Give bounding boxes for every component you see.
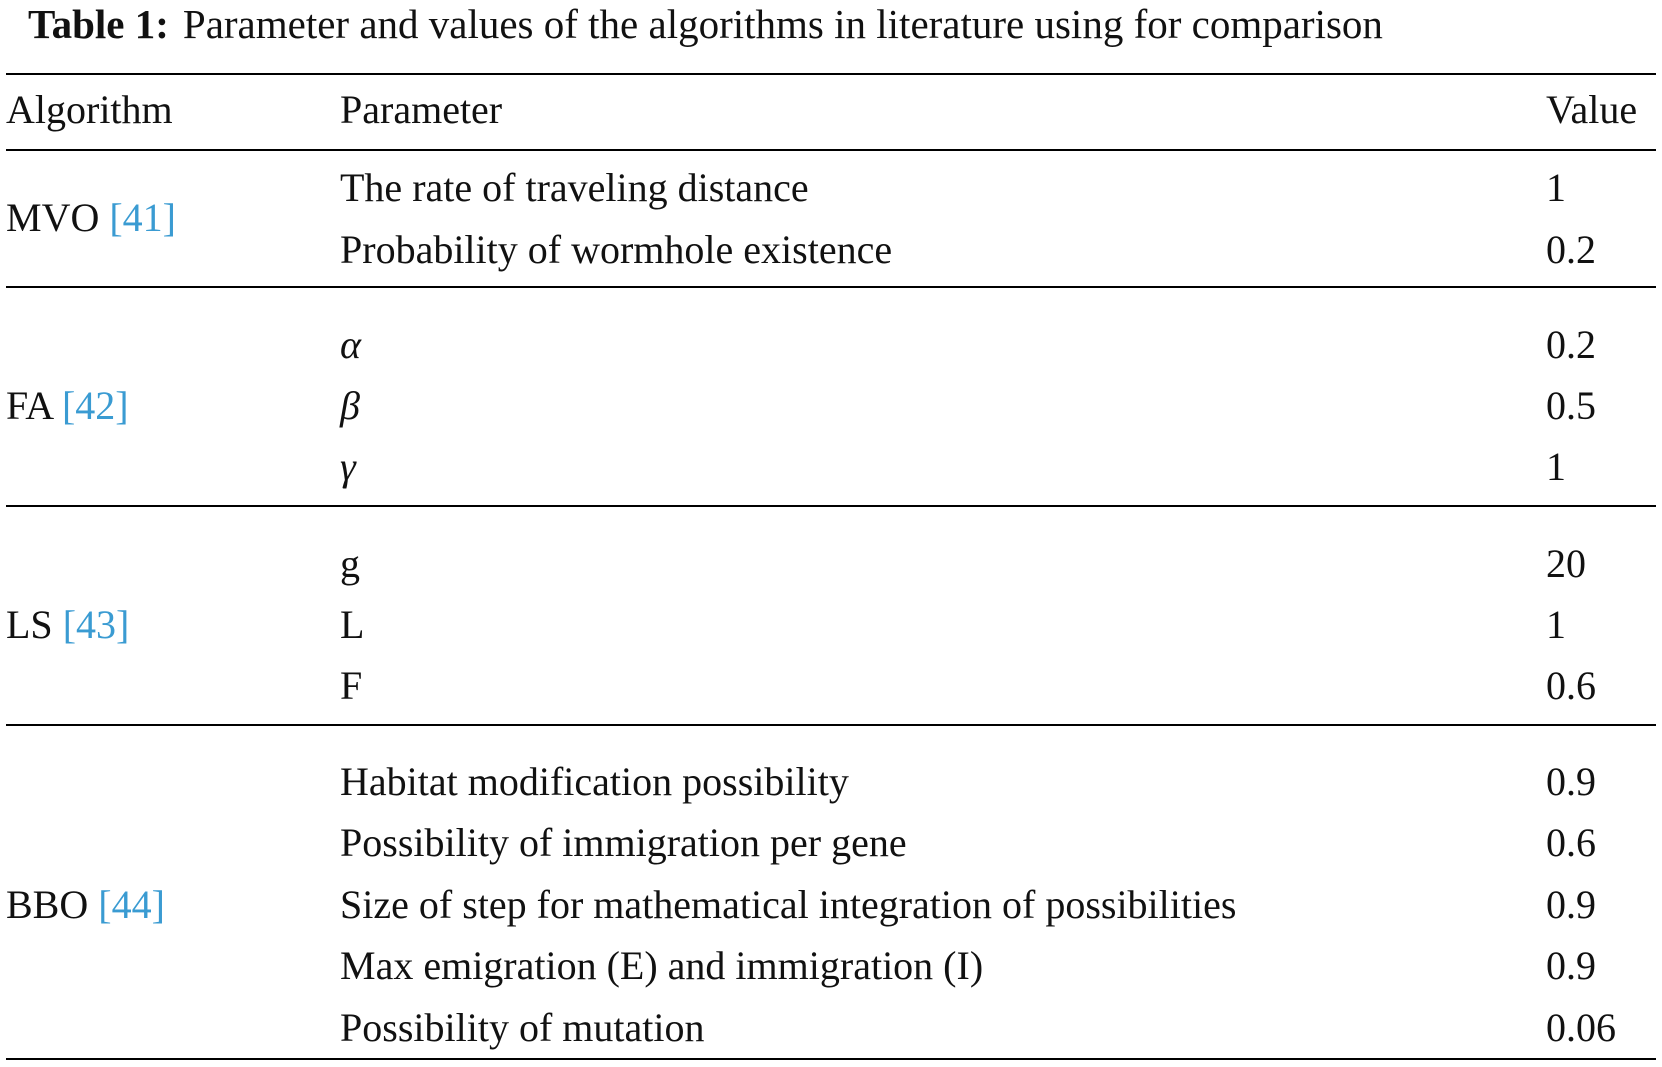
value-cell: 0.5 <box>1546 383 1596 428</box>
value-cell: 1 <box>1546 602 1566 647</box>
parameter-cell: Probability of wormhole existence <box>340 227 893 272</box>
table-caption-label: Table 1: <box>28 1 169 47</box>
reference-link[interactable]: [43] <box>62 602 130 647</box>
header-value: Value <box>1546 87 1638 132</box>
value-cell: 0.2 <box>1546 227 1596 272</box>
value-cell: 20 <box>1546 541 1586 586</box>
algorithm-fa <box>6 384 129 428</box>
parameter-cell <box>340 445 356 489</box>
parameter-cell: Habitat modification possibility <box>340 759 849 804</box>
reference-link[interactable]: [42] <box>61 383 129 428</box>
value-cell: 0.2 <box>1546 322 1596 367</box>
group-divider <box>6 724 1656 726</box>
algorithm-name: BBO <box>6 882 89 927</box>
value-cell: 0.9 <box>1546 882 1596 927</box>
parameter-cell: The rate of traveling distance <box>340 165 809 210</box>
parameter-cell <box>340 384 360 428</box>
value-cell: 0.6 <box>1546 820 1596 865</box>
greek-symbol: β <box>340 383 360 428</box>
parameter-cell: L <box>340 602 365 647</box>
reference-link[interactable]: [44] <box>98 882 165 927</box>
parameter-cell: Possibility of mutation <box>340 1005 705 1050</box>
table-caption <box>28 0 1383 50</box>
algorithm-mvo <box>6 196 176 240</box>
value-cell: 0.9 <box>1546 759 1596 804</box>
value-cell: 0.6 <box>1546 663 1596 708</box>
parameter-cell <box>340 323 361 367</box>
group-divider <box>6 286 1656 288</box>
parameter-cell: Size of step for mathematical integration of possibilities <box>340 882 1237 927</box>
value-cell: 0.9 <box>1546 943 1596 988</box>
header-algorithm: Algorithm <box>6 87 173 132</box>
parameter-cell: Possibility of immigration per gene <box>340 820 907 865</box>
value-cell: 1 <box>1546 444 1566 489</box>
value-cell: 0.06 <box>1546 1005 1616 1050</box>
parameter-cell: F <box>340 663 363 708</box>
header-parameter: Parameter <box>340 87 503 132</box>
value-cell: 1 <box>1546 165 1566 210</box>
algorithm-name: MVO <box>6 195 100 240</box>
algorithm-bbo <box>6 883 165 927</box>
greek-symbol: γ <box>340 444 356 489</box>
algorithm-ls <box>6 603 129 647</box>
parameter-cell: Max emigration (E) and immigration (I) <box>340 943 984 988</box>
header-rule <box>6 149 1656 151</box>
reference-link[interactable]: [41] <box>109 195 176 240</box>
algorithm-name: FA <box>6 383 52 428</box>
table-top-rule <box>6 73 1656 75</box>
table-caption-text: Parameter and values of the algorithms in literature using for comparison <box>182 1 1383 47</box>
algorithm-name: LS <box>6 602 53 647</box>
parameter-cell: g <box>340 541 360 586</box>
table-bottom-rule <box>6 1058 1656 1060</box>
group-divider <box>6 505 1656 507</box>
greek-symbol: α <box>340 322 361 367</box>
